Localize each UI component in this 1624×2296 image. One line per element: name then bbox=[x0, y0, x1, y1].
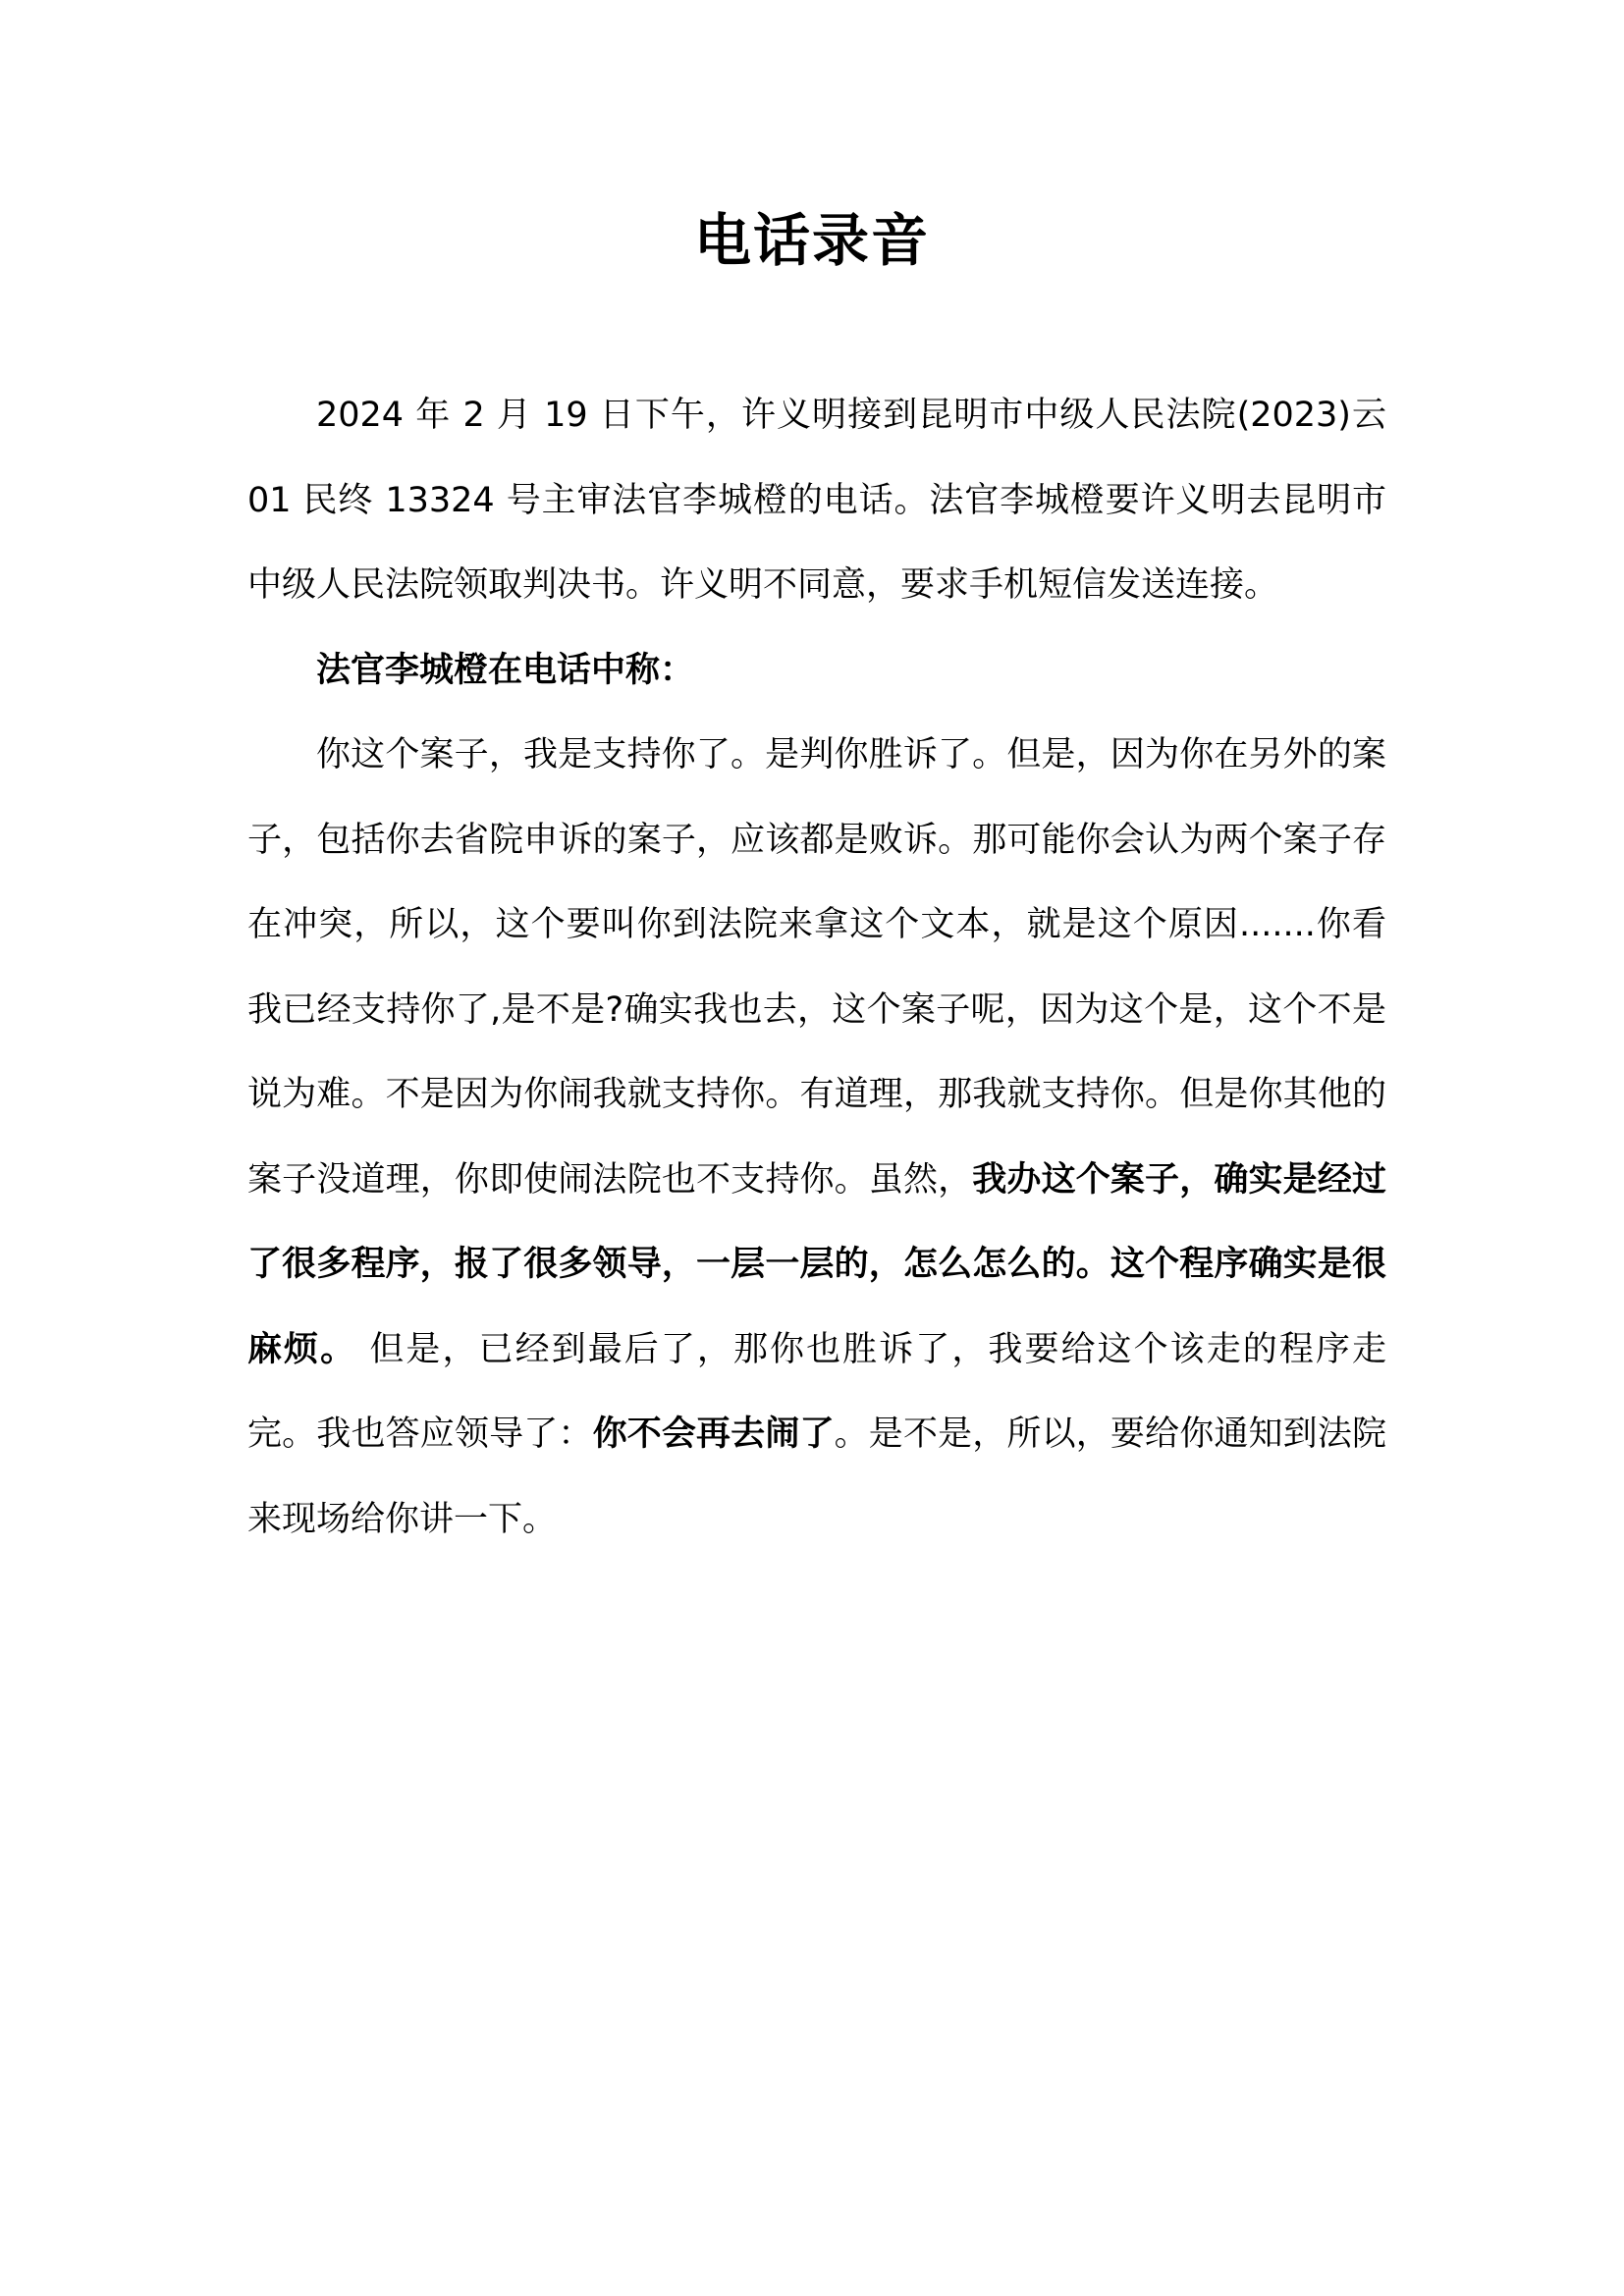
document-title: 电话录音 bbox=[693, 207, 930, 274]
document-body bbox=[247, 373, 1386, 1562]
quote-paragraph bbox=[247, 713, 1386, 1562]
quote-emphasis-1: 我办这个案子，确实是经过了很多程序，报了很多领导，一层一层的，怎么怎么的。这个程序确实是很麻烦。 bbox=[247, 1159, 1386, 1369]
quote-lead: 法官李城橙在电话中称： bbox=[316, 650, 695, 690]
quote-text-part-3: 。是不是，所以，要给你通知到法院来现场给你讲一下。 bbox=[247, 1415, 1386, 1539]
intro-paragraph: 2024 年 2 月 19 日下午，许义明接到昆明市中级人民法院(2023)云 01 民终 13324 号主审法官李城橙的电话。法官李城橙要许义明去昆明市中级人民法院领取判决书。许义明不同意，要求手机短信发送连接。 bbox=[247, 396, 1386, 605]
quote-text-part-2: 但是，已经到最后了，那你也胜诉了，我要给这个该走的程序走完。我也答应领导了： bbox=[247, 1329, 1386, 1454]
quote-emphasis-2: 你不会再去闹了 bbox=[592, 1415, 835, 1454]
quote-text-part-1: 你这个案子，我是支持你了。是判你胜诉了。但是，因为你在另外的案子，包括你去省院申诉的案子，应该都是败诉。那可能你会认为两个案子存在冲突，所以，这个要叫你到法院来拿这个文本，就是这个原因.......你看我已经支持你了,是不是?确实我也去，这个案子呢，因为这个是，这个不是说为难。不是因为你闹我就支持你。有道理，那我就支持你。但是你其他的案子没道理，你即使闹法院也不支持你。虽然， bbox=[247, 735, 1386, 1200]
